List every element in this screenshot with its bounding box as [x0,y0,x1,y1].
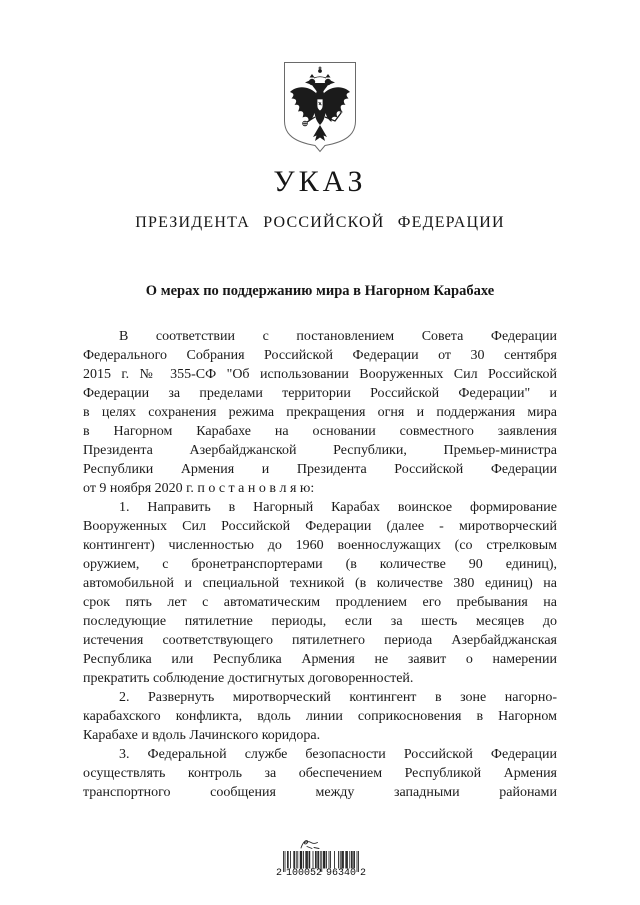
barcode-block [276,838,366,880]
text-line: Республики Армения и Президента Российской Федерации [83,462,557,477]
text-line: в целях сохранения режима прекращения огня и поддержания мира [83,405,557,420]
document-subject: О мерах по поддержанию мира в Нагорном Карабахе [145,283,495,299]
text-line: в Нагорном Карабахе на основании совместного заявления [83,424,557,439]
text-line: 3. Федеральной службе безопасности Российской Федерации [119,747,557,762]
text-line: Республика или Республика Армения не заявит о намерении [83,652,557,667]
text-line: от 9 ноября 2020 г. п о с т а н о в л я ю: [83,481,315,496]
text-line: контингент) численностью до 1960 военнослужащих (со стрелковым [83,538,557,553]
barcode-digits [276,868,366,880]
barcode-digit-group: 100052 [285,868,322,879]
text-line: карабахского конфликта, вдоль линии соприкосновения в Нагорном [83,709,557,724]
text-line: прекратить соблюдение достигнутых договоренностей. [83,671,414,686]
barcode-digit-group: 2 [276,868,283,879]
text-line: В соответствии с постановлением Совета Федерации [119,329,557,344]
text-line: 2. Развернуть миротворческий контингент в зоне нагорно- [119,690,557,705]
text-line: оружием, с бронетранспортерами (в количестве 90 единиц), [83,557,557,572]
text-line: Президента Азербайджанской Республики, Премьер-министра [83,443,557,458]
text-line: транспортного сообщения между западными районами [83,785,557,800]
text-line: 2015 г. № 355-СФ "Об использовании Вооруженных Сил Российской [83,367,557,382]
text-line: срок пять лет с автоматическим продлением его пребывания на [83,595,557,610]
text-line: автомобильной и специальной техникой (в количестве 380 единиц) на [83,576,557,591]
text-line: осуществлять контроль за обеспечением Республикой Армения [83,766,557,781]
document-body [83,327,557,802]
text-line: Вооруженных Сил Российской Федерации (далее - миротворческий [83,519,557,534]
barcode-digit-group: 2 [359,868,366,879]
text-line: 1. Направить в Нагорный Карабах воинское формирование [119,500,557,515]
coat-of-arms-icon [283,61,357,153]
text-line: Карабахе и вдоль Лачинского коридора. [83,728,321,743]
document-type-title: УКАЗ [273,165,367,198]
text-line: Федерального Собрания Российской Федерации от 30 сентября [83,348,557,363]
barcode-digit-group: 96340 [325,868,356,879]
handwritten-mark-icon [298,838,322,851]
text-line: истечения соответствующего пятилетнего периода Азербайджанская [83,633,557,648]
document-issuer: ПРЕЗИДЕНТА РОССИЙСКОЙ ФЕДЕРАЦИИ [135,214,505,231]
text-line: Федерации за пределами территории Российской Федерации" и [83,386,557,401]
text-line: последующие пятилетние периоды, если за шесть месяцев до [83,614,557,629]
